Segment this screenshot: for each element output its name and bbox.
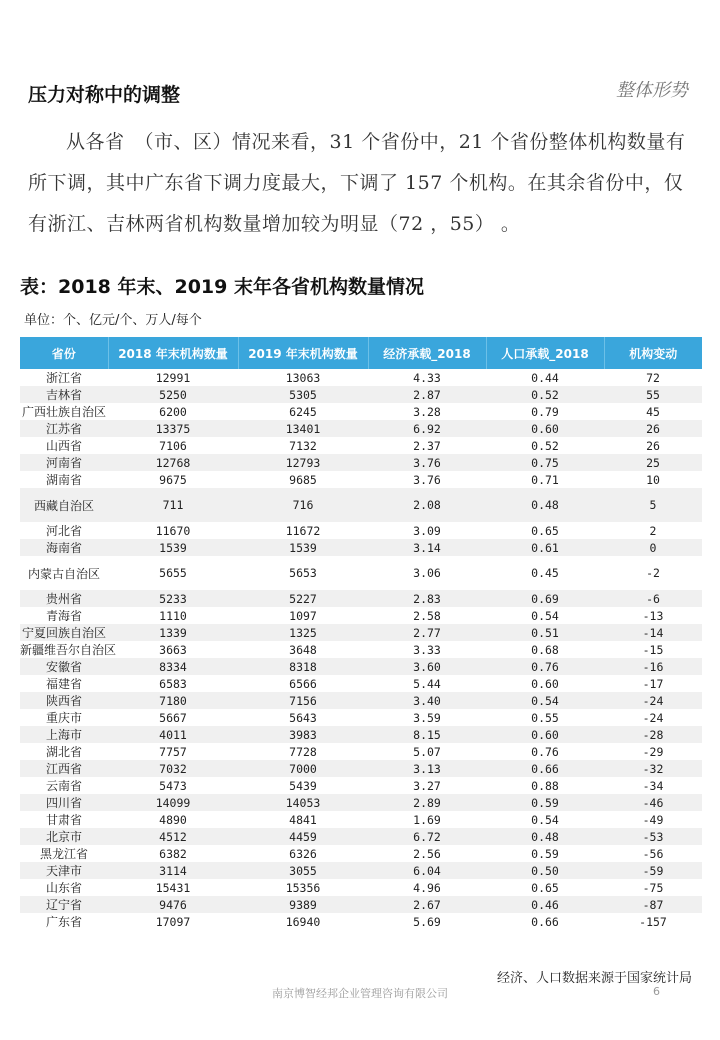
- value-cell: 0: [604, 539, 702, 556]
- value-cell: 7757: [159, 744, 187, 759]
- value-cell: 3983: [238, 726, 368, 743]
- value-cell: 7106: [159, 438, 187, 453]
- value-cell: 11670: [155, 523, 191, 538]
- table-row: [20, 845, 702, 862]
- value-cell: 5473: [159, 778, 187, 793]
- table-row: [20, 675, 702, 692]
- value-cell: 0.44: [531, 370, 559, 385]
- province-cell: 北京市: [20, 828, 108, 845]
- value-cell: 0.75: [486, 454, 604, 471]
- value-cell: 7000: [238, 760, 368, 777]
- value-cell: 12768: [108, 454, 238, 471]
- province-cell: 广西壮族自治区: [21, 405, 106, 419]
- value-cell: 0.54: [531, 812, 559, 827]
- value-cell: 2.67: [368, 896, 486, 913]
- table-row: [20, 862, 702, 879]
- province-cell: 山东省: [45, 881, 82, 895]
- value-cell: -46: [604, 794, 702, 811]
- value-cell: 15431: [155, 880, 191, 895]
- value-cell: 5.07: [413, 744, 441, 759]
- value-cell: 8334: [108, 658, 238, 675]
- value-cell: 14053: [238, 794, 368, 811]
- province-cell: 辽宁省: [20, 896, 108, 913]
- value-cell: -29: [642, 744, 664, 759]
- value-cell: 26: [646, 438, 660, 453]
- value-cell: 3.28: [413, 404, 441, 419]
- value-cell: 0.66: [486, 760, 604, 777]
- column-header: 2018 年末机构数量: [108, 337, 238, 369]
- value-cell: 0.65: [531, 880, 559, 895]
- table-row: [20, 369, 702, 386]
- value-cell: 0.55: [531, 710, 559, 725]
- value-cell: 0.60: [486, 726, 604, 743]
- value-cell: 5: [604, 488, 702, 522]
- column-header: 机构变动: [604, 337, 702, 369]
- value-cell: 7156: [238, 692, 368, 709]
- value-cell: 6566: [289, 676, 317, 691]
- value-cell: 2.56: [413, 846, 441, 861]
- value-cell: -32: [604, 760, 702, 777]
- province-cell: 天津市: [20, 862, 108, 879]
- value-cell: 0.48: [486, 828, 604, 845]
- province-cell: 河南省: [20, 454, 108, 471]
- province-cell: 浙江省: [45, 371, 82, 385]
- table-unit: 单位：个、亿元/个、万人/每个: [24, 313, 202, 328]
- value-cell: 26: [604, 420, 702, 437]
- value-cell: 3.60: [368, 658, 486, 675]
- value-cell: 55: [604, 386, 702, 403]
- value-cell: 9685: [289, 472, 317, 487]
- value-cell: -157: [639, 914, 667, 929]
- value-cell: 25: [604, 454, 702, 471]
- value-cell: 2.89: [368, 794, 486, 811]
- province-cell: 四川省: [20, 794, 108, 811]
- table-row: [20, 896, 702, 913]
- table-row: [20, 692, 702, 709]
- value-cell: 9675: [159, 472, 187, 487]
- body-paragraph: 从各省 （市、区）情况来看，31 个省份中，21 个省份整体机构数量有所下调，其中广东省下调力度最大，下调了 157 个机构。在其余省份中，仅有浙江、吉林两省机构数量增加较为明显（72 ，55） 。: [28, 131, 686, 235]
- value-cell: -28: [604, 726, 702, 743]
- value-cell: 45: [646, 404, 660, 419]
- table-row: [20, 777, 702, 794]
- value-cell: 6.04: [368, 862, 486, 879]
- province-cell: 内蒙古自治区: [27, 566, 100, 581]
- table-row: [20, 437, 702, 454]
- value-cell: 0.59: [486, 794, 604, 811]
- value-cell: 13375: [108, 420, 238, 437]
- value-cell: -87: [604, 896, 702, 913]
- value-cell: 6245: [289, 404, 317, 419]
- province-cell: 重庆市: [45, 711, 82, 725]
- value-cell: 2.37: [413, 438, 441, 453]
- table-row: [20, 556, 702, 590]
- value-cell: 4841: [289, 812, 317, 827]
- table-row: [20, 488, 702, 522]
- province-cell: 上海市: [20, 726, 108, 743]
- value-cell: 6326: [289, 846, 317, 861]
- table-row: [20, 386, 702, 403]
- province-institutions-table: [20, 337, 702, 930]
- value-cell: 6382: [159, 846, 187, 861]
- table-row: [20, 471, 702, 488]
- province-cell: 陕西省: [20, 692, 108, 709]
- value-cell: 0.52: [531, 438, 559, 453]
- value-cell: -17: [642, 676, 664, 691]
- value-cell: 1110: [159, 608, 187, 623]
- province-cell: 山西省: [45, 439, 82, 453]
- value-cell: -53: [604, 828, 702, 845]
- province-cell: 西藏自治区: [20, 488, 108, 522]
- value-cell: 15356: [285, 880, 321, 895]
- value-cell: 5655: [159, 566, 187, 580]
- table-row: [20, 607, 702, 624]
- value-cell: 8318: [238, 658, 368, 675]
- column-header: 省份: [20, 337, 108, 369]
- value-cell: 7728: [289, 744, 317, 759]
- value-cell: 3.33: [413, 642, 441, 657]
- province-cell: 湖北省: [45, 745, 82, 759]
- value-cell: 4512: [108, 828, 238, 845]
- value-cell: 5233: [108, 590, 238, 607]
- value-cell: 3.76: [413, 472, 441, 487]
- value-cell: 2.83: [368, 590, 486, 607]
- province-cell: 海南省: [20, 539, 108, 556]
- value-cell: 5643: [289, 710, 317, 725]
- province-cell: 江西省: [20, 760, 108, 777]
- table-row: [20, 828, 702, 845]
- value-cell: 0.54: [486, 692, 604, 709]
- value-cell: 716: [238, 488, 368, 522]
- value-cell: 4.96: [413, 880, 441, 895]
- table-row: [20, 726, 702, 743]
- header-tag: 整体形势: [616, 80, 688, 101]
- value-cell: 0.66: [531, 914, 559, 929]
- footer-company: 南京博智经邦企业管理咨询有限公司: [272, 987, 448, 1000]
- value-cell: 4890: [159, 812, 187, 827]
- table-row: [20, 403, 702, 420]
- value-cell: 0.48: [486, 488, 604, 522]
- value-cell: 3.09: [413, 523, 441, 538]
- data-source-note: 经济、人口数据来源于国家统计局: [496, 971, 692, 986]
- value-cell: 14099: [108, 794, 238, 811]
- value-cell: 0.51: [486, 624, 604, 641]
- province-cell: 江苏省: [20, 420, 108, 437]
- value-cell: 11672: [285, 523, 321, 538]
- value-cell: 6583: [159, 676, 187, 691]
- value-cell: -16: [604, 658, 702, 675]
- province-cell: 河北省: [45, 524, 82, 538]
- value-cell: 6.72: [368, 828, 486, 845]
- province-cell: 湖南省: [45, 473, 82, 487]
- value-cell: 0.69: [486, 590, 604, 607]
- value-cell: 7032: [108, 760, 238, 777]
- value-cell: 2: [649, 523, 657, 538]
- value-cell: -75: [642, 880, 664, 895]
- province-cell: 黑龙江省: [39, 847, 88, 861]
- value-cell: -15: [642, 642, 664, 657]
- value-cell: 3.40: [368, 692, 486, 709]
- value-cell: 0.60: [531, 676, 559, 691]
- value-cell: 3.76: [368, 454, 486, 471]
- table-header-row: [20, 337, 702, 369]
- value-cell: 5439: [289, 778, 317, 793]
- table-row: [20, 709, 702, 726]
- value-cell: -14: [604, 624, 702, 641]
- province-cell: 甘肃省: [45, 813, 82, 827]
- value-cell: 13401: [238, 420, 368, 437]
- value-cell: 0.65: [531, 523, 559, 538]
- province-cell: 贵州省: [20, 590, 108, 607]
- value-cell: 4.33: [413, 370, 441, 385]
- column-header: 2019 年末机构数量: [238, 337, 368, 369]
- column-header: 经济承载_2018: [368, 337, 486, 369]
- value-cell: 3055: [238, 862, 368, 879]
- province-cell: 云南省: [45, 779, 82, 793]
- page-number: 6: [653, 985, 660, 998]
- value-cell: 3114: [108, 862, 238, 879]
- value-cell: 2.87: [368, 386, 486, 403]
- table-title: 表：2018 年末、2019 末年各省机构数量情况: [20, 276, 424, 298]
- value-cell: 4011: [108, 726, 238, 743]
- value-cell: 8.15: [368, 726, 486, 743]
- value-cell: 12991: [155, 370, 191, 385]
- value-cell: 17097: [155, 914, 191, 929]
- value-cell: 1097: [289, 608, 317, 623]
- value-cell: 2.77: [368, 624, 486, 641]
- province-cell: 新疆维吾尔自治区: [20, 643, 117, 657]
- value-cell: 3.06: [413, 566, 441, 580]
- table-row: [20, 454, 702, 471]
- table-row: [20, 522, 702, 539]
- value-cell: -56: [642, 846, 664, 861]
- value-cell: 16940: [285, 914, 321, 929]
- value-cell: -59: [604, 862, 702, 879]
- value-cell: 0.79: [531, 404, 559, 419]
- table-body: [20, 369, 702, 930]
- value-cell: 3.14: [368, 539, 486, 556]
- value-cell: 1539: [108, 539, 238, 556]
- value-cell: -24: [604, 692, 702, 709]
- value-cell: 9389: [238, 896, 368, 913]
- value-cell: 3.13: [368, 760, 486, 777]
- table-row: [20, 420, 702, 437]
- value-cell: 6200: [159, 404, 187, 419]
- value-cell: 3.59: [413, 710, 441, 725]
- value-cell: 0.59: [531, 846, 559, 861]
- value-cell: 5.44: [413, 676, 441, 691]
- value-cell: 0.71: [531, 472, 559, 487]
- value-cell: 4459: [238, 828, 368, 845]
- value-cell: 1325: [238, 624, 368, 641]
- value-cell: 5.69: [413, 914, 441, 929]
- value-cell: 12793: [238, 454, 368, 471]
- value-cell: 711: [108, 488, 238, 522]
- value-cell: 0.61: [486, 539, 604, 556]
- table-row: [20, 879, 702, 896]
- value-cell: 3.27: [413, 778, 441, 793]
- value-cell: 2.58: [413, 608, 441, 623]
- value-cell: 1339: [108, 624, 238, 641]
- table-row: [20, 794, 702, 811]
- value-cell: 0.76: [531, 744, 559, 759]
- value-cell: 13063: [285, 370, 321, 385]
- value-cell: 0.46: [486, 896, 604, 913]
- table-row: [20, 743, 702, 760]
- province-cell: 安徽省: [20, 658, 108, 675]
- value-cell: 0.54: [531, 608, 559, 623]
- table-row: [20, 641, 702, 658]
- value-cell: -13: [642, 608, 664, 623]
- value-cell: 5305: [238, 386, 368, 403]
- value-cell: -49: [642, 812, 664, 827]
- value-cell: 1539: [238, 539, 368, 556]
- value-cell: 6.92: [368, 420, 486, 437]
- province-cell: 福建省: [45, 677, 82, 691]
- value-cell: 5250: [108, 386, 238, 403]
- value-cell: 1.69: [413, 812, 441, 827]
- table-row: [20, 624, 702, 641]
- value-cell: 0.88: [531, 778, 559, 793]
- province-cell: 青海省: [45, 609, 82, 623]
- value-cell: 72: [646, 370, 660, 385]
- province-cell: 宁夏回族自治区: [21, 626, 106, 640]
- value-cell: 10: [646, 472, 660, 487]
- value-cell: 0.60: [486, 420, 604, 437]
- value-cell: 7132: [289, 438, 317, 453]
- table-row: [20, 811, 702, 828]
- section-title: 压力对称中的调整: [28, 84, 181, 106]
- column-header: 人口承载_2018: [486, 337, 604, 369]
- value-cell: 5227: [238, 590, 368, 607]
- table-row: [20, 539, 702, 556]
- value-cell: -2: [646, 566, 660, 580]
- province-cell: 吉林省: [20, 386, 108, 403]
- value-cell: 9476: [108, 896, 238, 913]
- value-cell: 0.68: [531, 642, 559, 657]
- value-cell: 5653: [289, 566, 317, 580]
- value-cell: 0.52: [486, 386, 604, 403]
- value-cell: 3648: [289, 642, 317, 657]
- table-row: [20, 658, 702, 675]
- value-cell: -34: [642, 778, 664, 793]
- table-row: [20, 913, 702, 930]
- province-cell: 广东省: [45, 915, 82, 929]
- value-cell: 2.08: [368, 488, 486, 522]
- value-cell: 0.45: [531, 566, 559, 580]
- value-cell: 7180: [108, 692, 238, 709]
- value-cell: 3663: [159, 642, 187, 657]
- value-cell: 5667: [159, 710, 187, 725]
- table-row: [20, 590, 702, 607]
- value-cell: 0.76: [486, 658, 604, 675]
- value-cell: -6: [604, 590, 702, 607]
- value-cell: -24: [642, 710, 664, 725]
- value-cell: 0.50: [486, 862, 604, 879]
- table-row: [20, 760, 702, 777]
